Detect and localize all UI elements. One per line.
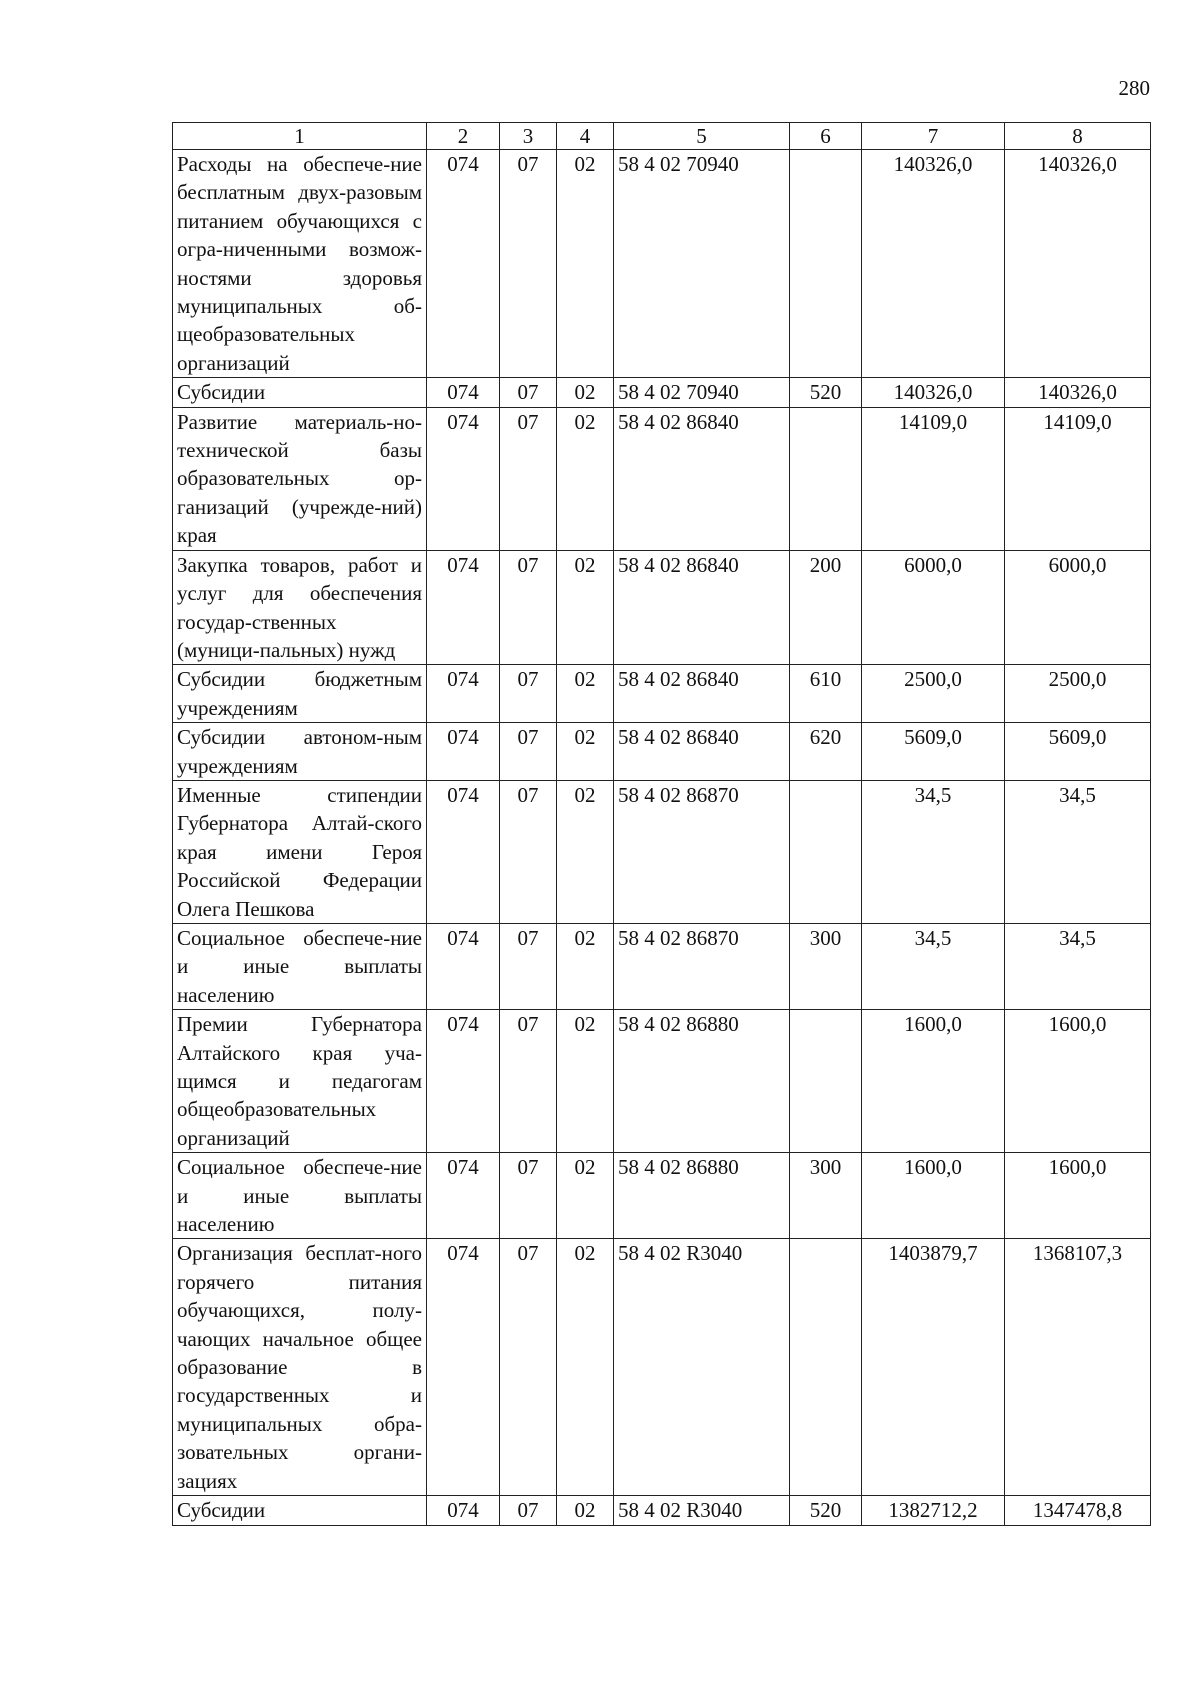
table-row: [173, 723, 1151, 781]
cell-item-name: Субсидии: [173, 1496, 427, 1525]
cell-amount-year-2: 1600,0: [1005, 1153, 1151, 1239]
table-row: [173, 407, 1151, 550]
cell-expense-type: [790, 1010, 862, 1153]
table-row: [173, 150, 1151, 378]
table-row: [173, 550, 1151, 665]
cell-section-code: 07: [500, 780, 557, 923]
cell-admin-code: 074: [427, 1153, 500, 1239]
table-row: [173, 780, 1151, 923]
cell-item-name: Субсидии бюджетным учреждениям: [173, 665, 427, 723]
cell-subsection-code: 02: [557, 550, 614, 665]
cell-subsection-code: 02: [557, 665, 614, 723]
cell-item-name: Закупка товаров, работ и услуг для обеспечения государ-ственных (муници-пальных) нужд: [173, 550, 427, 665]
cell-amount-year-1: 6000,0: [862, 550, 1005, 665]
cell-section-code: 07: [500, 378, 557, 407]
table-body: [173, 150, 1151, 1526]
cell-section-code: 07: [500, 407, 557, 550]
cell-amount-year-1: 1600,0: [862, 1153, 1005, 1239]
cell-item-name: Расходы на обеспече-ние бесплатным двух-разовым питанием обучающихся с огра-ниченными возмож-ностями здоровья муниципальных об-щеобразовательных организаций: [173, 150, 427, 378]
cell-target-article: 58 4 02 70940: [614, 150, 790, 378]
cell-amount-year-1: 5609,0: [862, 723, 1005, 781]
cell-admin-code: 074: [427, 1496, 500, 1525]
cell-section-code: 07: [500, 665, 557, 723]
cell-subsection-code: 02: [557, 150, 614, 378]
cell-expense-type: [790, 780, 862, 923]
cell-amount-year-2: 1600,0: [1005, 1010, 1151, 1153]
cell-admin-code: 074: [427, 550, 500, 665]
cell-subsection-code: 02: [557, 1496, 614, 1525]
cell-item-name: Именные стипендии Губернатора Алтай-ского края имени Героя Российской Федерации Олега Пешкова: [173, 780, 427, 923]
cell-amount-year-2: 140326,0: [1005, 150, 1151, 378]
cell-expense-type: 610: [790, 665, 862, 723]
cell-target-article: 58 4 02 86840: [614, 723, 790, 781]
budget-table: [172, 122, 1151, 1526]
cell-target-article: 58 4 02 86870: [614, 923, 790, 1009]
cell-target-article: 58 4 02 86880: [614, 1153, 790, 1239]
cell-target-article: 58 4 02 86840: [614, 550, 790, 665]
cell-admin-code: 074: [427, 407, 500, 550]
header-cell-6: 6: [790, 123, 862, 150]
cell-amount-year-1: 1600,0: [862, 1010, 1005, 1153]
cell-item-name: Развитие материаль-но-технической базы образовательных ор-ганизаций (учрежде-ний) края: [173, 407, 427, 550]
header-cell-4: 4: [557, 123, 614, 150]
cell-expense-type: 300: [790, 923, 862, 1009]
header-cell-3: 3: [500, 123, 557, 150]
cell-admin-code: 074: [427, 723, 500, 781]
cell-section-code: 07: [500, 923, 557, 1009]
cell-subsection-code: 02: [557, 723, 614, 781]
cell-amount-year-2: 5609,0: [1005, 723, 1151, 781]
cell-section-code: 07: [500, 1239, 557, 1496]
cell-amount-year-1: 14109,0: [862, 407, 1005, 550]
cell-amount-year-2: 34,5: [1005, 780, 1151, 923]
cell-target-article: 58 4 02 R3040: [614, 1496, 790, 1525]
cell-subsection-code: 02: [557, 780, 614, 923]
table-row: [173, 923, 1151, 1009]
cell-target-article: 58 4 02 86840: [614, 407, 790, 550]
cell-amount-year-1: 2500,0: [862, 665, 1005, 723]
header-cell-5: 5: [614, 123, 790, 150]
cell-admin-code: 074: [427, 1010, 500, 1153]
table-row: [173, 1496, 1151, 1525]
cell-section-code: 07: [500, 550, 557, 665]
cell-item-name: Организация бесплат-ного горячего питания обучающихся, полу-чающих начальное общее образование в государственных и муниципальных обра-зовательных органи-зациях: [173, 1239, 427, 1496]
cell-amount-year-2: 34,5: [1005, 923, 1151, 1009]
header-cell-2: 2: [427, 123, 500, 150]
table-row: [173, 1153, 1151, 1239]
cell-amount-year-1: 1403879,7: [862, 1239, 1005, 1496]
cell-amount-year-2: 140326,0: [1005, 378, 1151, 407]
cell-target-article: 58 4 02 86870: [614, 780, 790, 923]
cell-expense-type: [790, 150, 862, 378]
cell-subsection-code: 02: [557, 923, 614, 1009]
page-number: 280: [1118, 76, 1150, 100]
cell-expense-type: [790, 407, 862, 550]
cell-item-name: Субсидии автоном-ным учреждениям: [173, 723, 427, 781]
cell-amount-year-1: 1382712,2: [862, 1496, 1005, 1525]
cell-target-article: 58 4 02 70940: [614, 378, 790, 407]
cell-amount-year-2: 2500,0: [1005, 665, 1151, 723]
cell-amount-year-2: 6000,0: [1005, 550, 1151, 665]
cell-admin-code: 074: [427, 780, 500, 923]
cell-subsection-code: 02: [557, 1153, 614, 1239]
cell-amount-year-1: 140326,0: [862, 378, 1005, 407]
cell-admin-code: 074: [427, 923, 500, 1009]
cell-subsection-code: 02: [557, 1010, 614, 1153]
cell-expense-type: 520: [790, 1496, 862, 1525]
header-cell-1: 1: [173, 123, 427, 150]
cell-section-code: 07: [500, 1010, 557, 1153]
cell-section-code: 07: [500, 1153, 557, 1239]
table-row: [173, 665, 1151, 723]
cell-target-article: 58 4 02 86840: [614, 665, 790, 723]
header-cell-7: 7: [862, 123, 1005, 150]
cell-amount-year-1: 34,5: [862, 780, 1005, 923]
cell-expense-type: 520: [790, 378, 862, 407]
cell-subsection-code: 02: [557, 1239, 614, 1496]
cell-target-article: 58 4 02 R3040: [614, 1239, 790, 1496]
cell-item-name: Социальное обеспече-ние и иные выплаты населению: [173, 923, 427, 1009]
table-row: [173, 378, 1151, 407]
table-row: [173, 1010, 1151, 1153]
cell-item-name: Социальное обеспече-ние и иные выплаты населению: [173, 1153, 427, 1239]
cell-section-code: 07: [500, 723, 557, 781]
cell-expense-type: 620: [790, 723, 862, 781]
header-row: [173, 123, 1151, 150]
cell-amount-year-1: 34,5: [862, 923, 1005, 1009]
table-row: [173, 1239, 1151, 1496]
cell-item-name: Субсидии: [173, 378, 427, 407]
cell-subsection-code: 02: [557, 407, 614, 550]
cell-admin-code: 074: [427, 665, 500, 723]
cell-target-article: 58 4 02 86880: [614, 1010, 790, 1153]
cell-admin-code: 074: [427, 378, 500, 407]
cell-subsection-code: 02: [557, 378, 614, 407]
cell-admin-code: 074: [427, 150, 500, 378]
cell-section-code: 07: [500, 150, 557, 378]
cell-amount-year-2: 1368107,3: [1005, 1239, 1151, 1496]
cell-amount-year-2: 1347478,8: [1005, 1496, 1151, 1525]
cell-admin-code: 074: [427, 1239, 500, 1496]
cell-amount-year-1: 140326,0: [862, 150, 1005, 378]
cell-expense-type: 200: [790, 550, 862, 665]
cell-section-code: 07: [500, 1496, 557, 1525]
cell-expense-type: 300: [790, 1153, 862, 1239]
cell-expense-type: [790, 1239, 862, 1496]
cell-amount-year-2: 14109,0: [1005, 407, 1151, 550]
header-cell-8: 8: [1005, 123, 1151, 150]
cell-item-name: Премии Губернатора Алтайского края уча-щимся и педагогам общеобразовательных организаций: [173, 1010, 427, 1153]
